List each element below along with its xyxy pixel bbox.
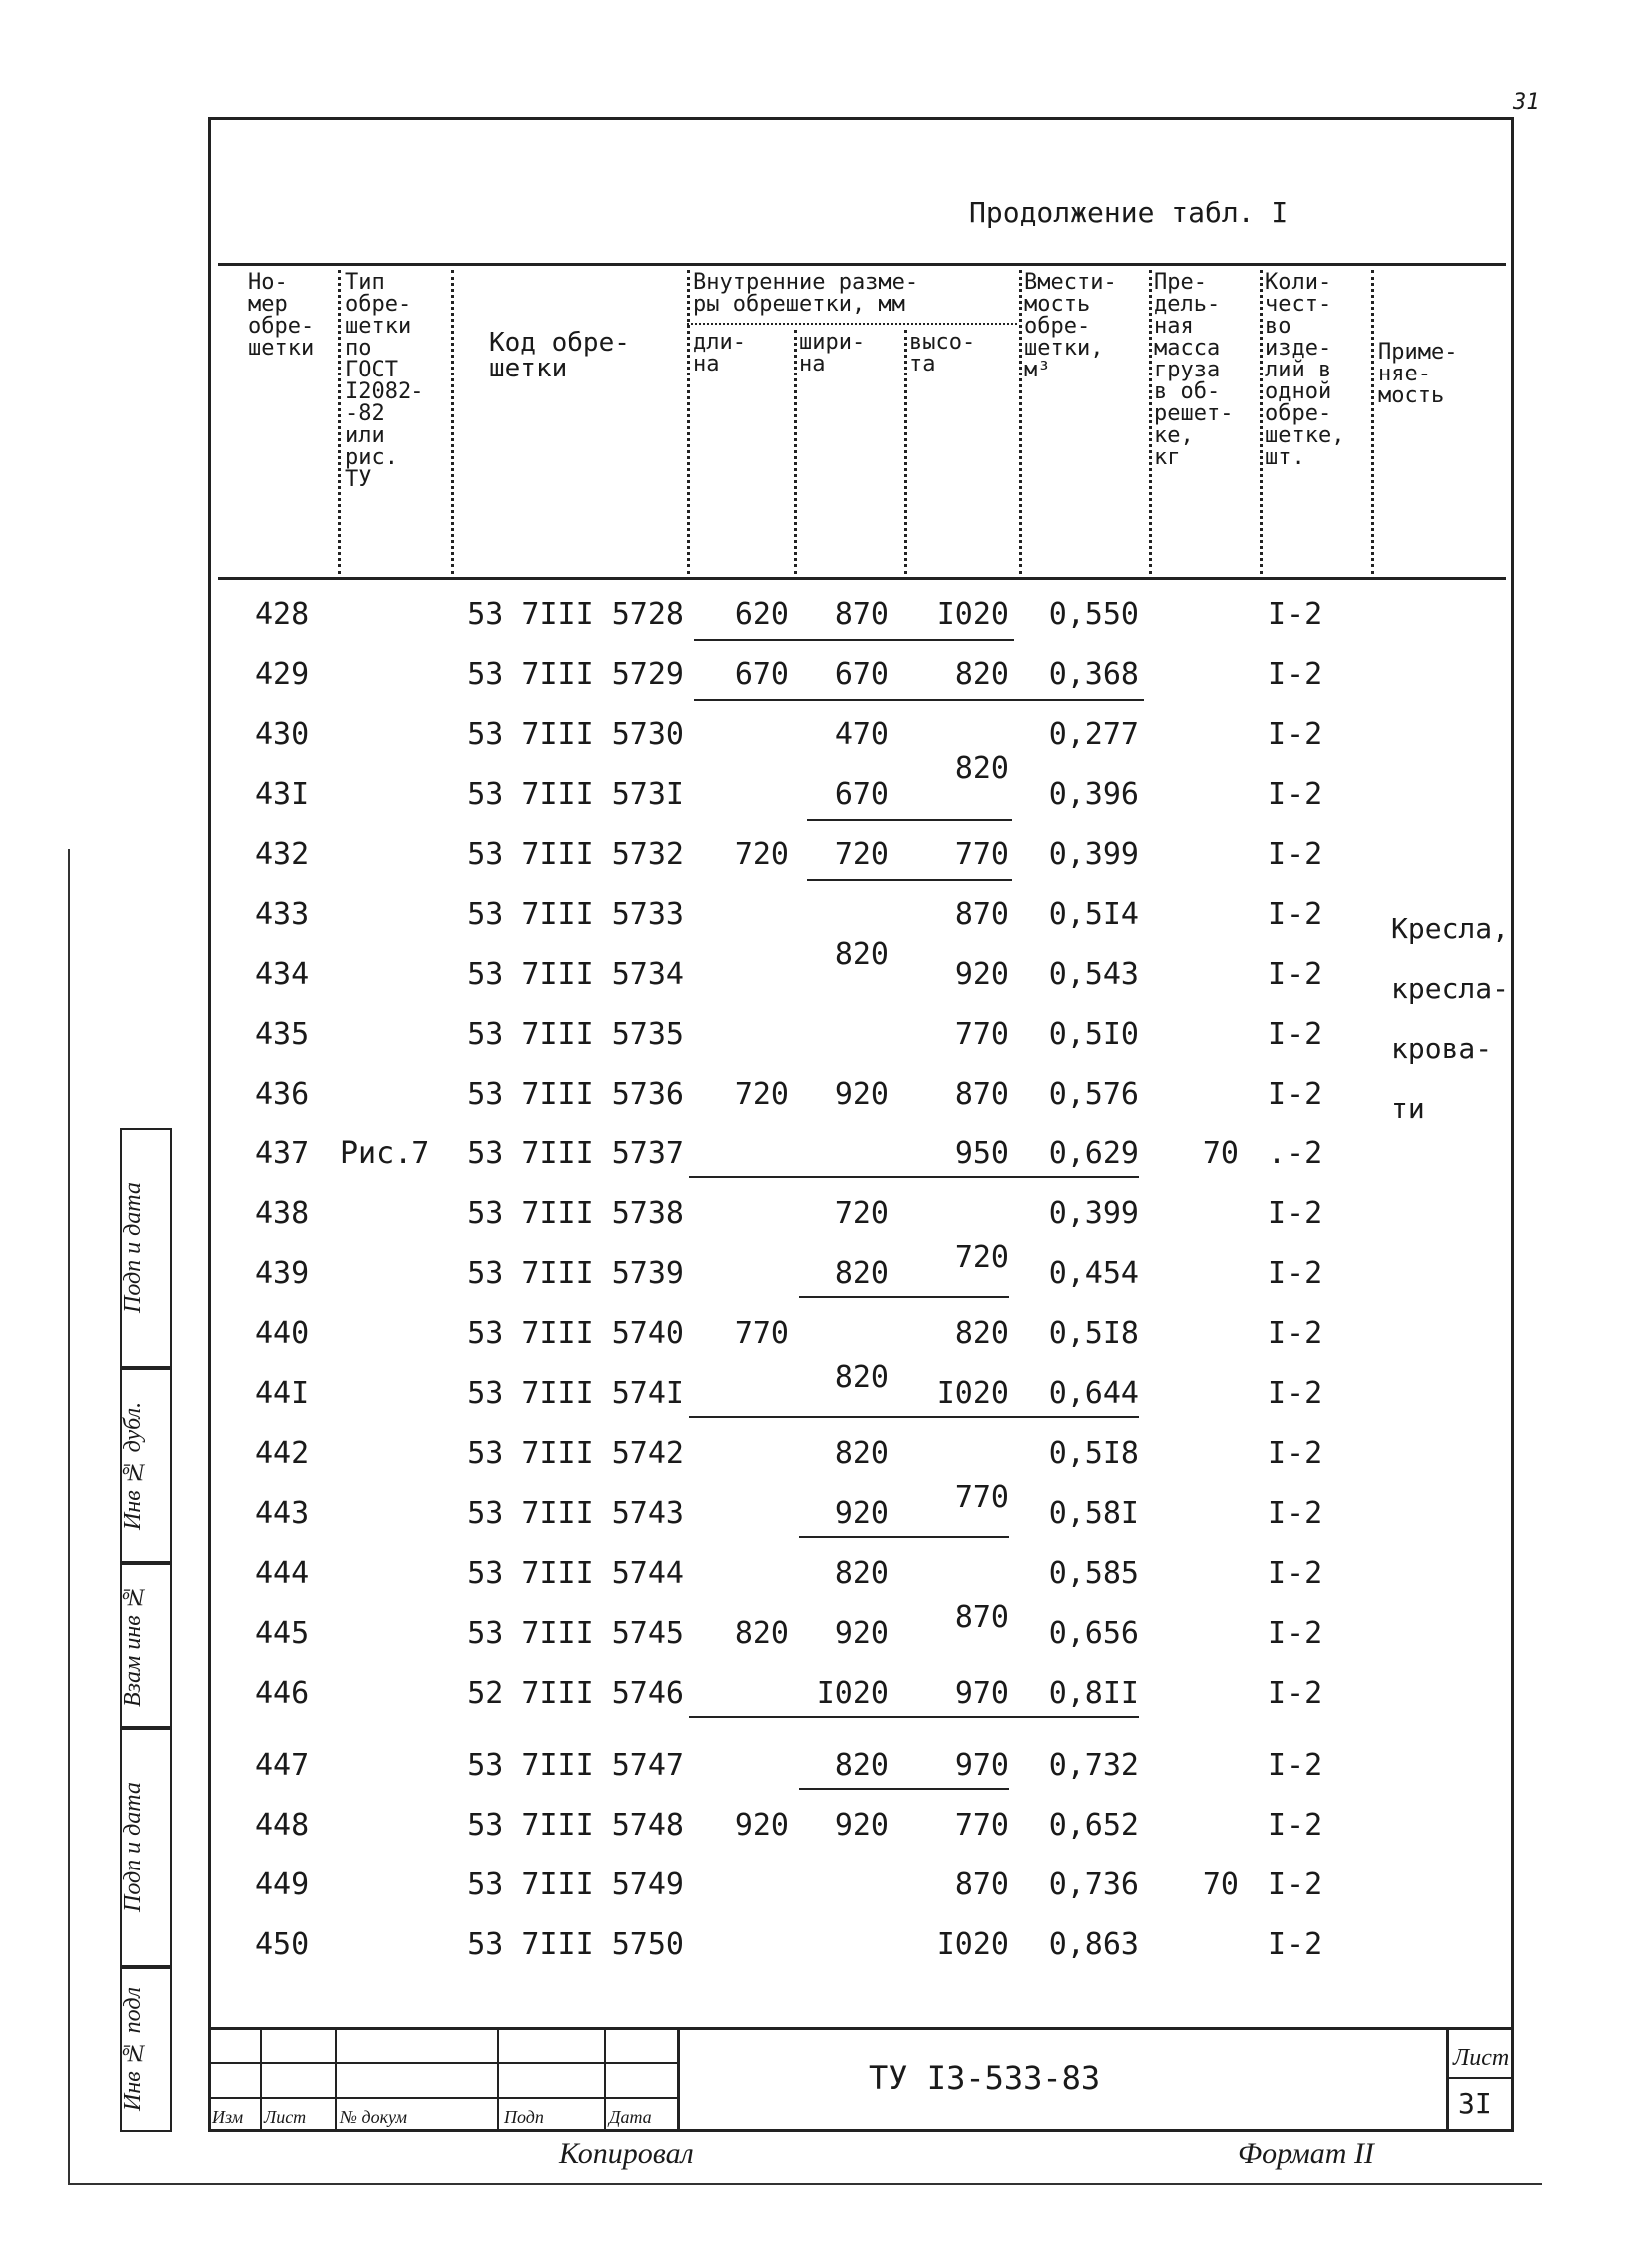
cell-width: I020 <box>816 1676 889 1711</box>
cell-width: 920 <box>834 1496 889 1531</box>
cell-code: 53 7III 5745 <box>467 1616 684 1651</box>
header-inner-dims: Внутренние разме- ры обрешетки, мм <box>693 270 919 317</box>
cell-quantity: I-2 <box>1268 1376 1323 1411</box>
row-rule <box>689 1416 1139 1418</box>
cell-capacity: 0,736 <box>1048 1868 1139 1902</box>
cell-height: 820 <box>954 657 1009 692</box>
cell-code: 53 7III 5749 <box>467 1868 684 1902</box>
cell-code: 53 7III 5747 <box>467 1748 684 1783</box>
table-caption: Продолжение табл. I <box>969 196 1289 229</box>
cell-capacity: 0,863 <box>1048 1927 1139 1962</box>
cell-code: 53 7III 5750 <box>467 1927 684 1962</box>
cell-capacity: 0,629 <box>1048 1136 1139 1171</box>
cell-number: 449 <box>255 1868 310 1902</box>
cell-code: 53 7III 5732 <box>467 837 684 872</box>
header-number: Но- мер обре- шетки <box>248 270 315 361</box>
cell-height: 770 <box>954 1017 1009 1052</box>
cell-width: 670 <box>834 777 889 812</box>
cell-code: 53 7III 5736 <box>467 1077 684 1112</box>
cell-code: 53 7III 5734 <box>467 957 684 992</box>
header-max-mass: Пре- дель- ная масса груза в об- решет- ке, кг <box>1154 270 1234 470</box>
footer-copied: Копировал <box>559 2137 694 2170</box>
cell-width: 470 <box>834 717 889 752</box>
cell-number: 440 <box>255 1316 310 1351</box>
cell-height: 820 <box>954 1316 1009 1351</box>
cell-capacity: 0,652 <box>1048 1808 1139 1843</box>
merged-width-440-441: 820 <box>834 1360 889 1395</box>
cell-code: 53 7III 5729 <box>467 657 684 692</box>
cell-quantity: I-2 <box>1268 777 1323 812</box>
cell-quantity: I-2 <box>1268 1077 1323 1112</box>
side-sign-date-1: Подп и дата <box>120 1182 146 1314</box>
title-block-sep <box>604 2027 606 2132</box>
cell-quantity: I-2 <box>1268 1017 1323 1052</box>
cell-width: 820 <box>834 1556 889 1591</box>
cell-number: 430 <box>255 717 310 752</box>
header-type: Тип обре- шетки по ГОСТ I2082- -82 или рис. ТУ <box>345 270 424 492</box>
title-block-sep <box>335 2027 337 2132</box>
cell-width: 720 <box>834 1196 889 1231</box>
title-block-sep <box>677 2027 680 2132</box>
cell-quantity: I-2 <box>1268 1748 1323 1783</box>
cell-code: 52 7III 5746 <box>467 1676 684 1711</box>
header-height: высо- та <box>909 330 976 376</box>
title-block-sep <box>497 2027 499 2132</box>
cell-code: 53 7III 5743 <box>467 1496 684 1531</box>
cell-height: 870 <box>954 897 1009 932</box>
cell-number: 428 <box>255 597 310 632</box>
header-sep <box>687 270 690 574</box>
cell-width: 820 <box>834 1436 889 1471</box>
cell-height: 950 <box>954 1136 1009 1171</box>
header-bottom-rule <box>218 577 1506 580</box>
applicability-line: кресла- <box>1391 972 1510 1005</box>
applicability-line: ти <box>1391 1092 1425 1124</box>
cell-capacity: 0,585 <box>1048 1556 1139 1591</box>
cell-quantity: I-2 <box>1268 897 1323 932</box>
cell-height: 970 <box>954 1676 1009 1711</box>
cell-quantity: I-2 <box>1268 1496 1323 1531</box>
row-rule <box>694 699 1144 701</box>
row-rule <box>799 1788 1009 1790</box>
cell-capacity: 0,368 <box>1048 657 1139 692</box>
row-rule <box>807 819 1012 821</box>
cell-code: 53 7III 5742 <box>467 1436 684 1471</box>
header-sep <box>338 270 341 574</box>
dims-subheader-rule <box>687 323 1017 325</box>
cell-capacity: 0,5I4 <box>1048 897 1139 932</box>
cell-height: 770 <box>954 837 1009 872</box>
cell-height: 770 <box>954 1808 1009 1843</box>
cell-width: 870 <box>834 597 889 632</box>
cell-quantity: I-2 <box>1268 1436 1323 1471</box>
cell-height: 920 <box>954 957 1009 992</box>
cell-length: 670 <box>734 657 789 692</box>
title-block-rule <box>208 2097 677 2099</box>
cell-number: 434 <box>255 957 310 992</box>
cell-capacity: 0,8II <box>1048 1676 1139 1711</box>
cell-capacity: 0,732 <box>1048 1748 1139 1783</box>
outer-border-left <box>68 849 70 2183</box>
cell-code: 53 7III 5728 <box>467 597 684 632</box>
merged-height-438-439: 720 <box>954 1240 1009 1275</box>
cell-height: I020 <box>936 597 1009 632</box>
cell-quantity: I-2 <box>1268 1316 1323 1351</box>
cell-code: 53 7III 573I <box>467 777 684 812</box>
cell-number: 442 <box>255 1436 310 1471</box>
header-applicability: Приме- няе- мость <box>1378 340 1458 408</box>
header-sep <box>1260 270 1263 574</box>
cell-number: 444 <box>255 1556 310 1591</box>
title-block-sep <box>1446 2027 1449 2132</box>
title-block-rule <box>1446 2077 1514 2079</box>
cell-code: 53 7III 5739 <box>467 1256 684 1291</box>
row-rule <box>694 639 1014 641</box>
cell-number: 43I <box>255 777 310 812</box>
merged-height-430-431: 820 <box>954 751 1009 786</box>
row-rule <box>689 1716 1139 1718</box>
cell-capacity: 0,656 <box>1048 1616 1139 1651</box>
cell-capacity: 0,399 <box>1048 837 1139 872</box>
cell-capacity: 0,58I <box>1048 1496 1139 1531</box>
merged-height-444-445: 870 <box>954 1600 1009 1635</box>
cell-number: 445 <box>255 1616 310 1651</box>
cell-height: 870 <box>954 1868 1009 1902</box>
cell-code: 53 7III 5735 <box>467 1017 684 1052</box>
cell-capacity: 0,5I8 <box>1048 1316 1139 1351</box>
cell-length: 720 <box>734 837 789 872</box>
applicability-line: крова- <box>1391 1032 1493 1065</box>
cell-number: 438 <box>255 1196 310 1231</box>
cell-width: 820 <box>834 1748 889 1783</box>
cell-number: 432 <box>255 837 310 872</box>
cell-quantity: I-2 <box>1268 1556 1323 1591</box>
title-block-rule <box>208 2062 677 2064</box>
cell-code: 53 7III 5730 <box>467 717 684 752</box>
header-top-rule <box>218 263 1506 266</box>
side-sign-date-2: Подп и дата <box>120 1782 146 1913</box>
row-rule <box>689 1176 1139 1178</box>
cell-quantity: I-2 <box>1268 1676 1323 1711</box>
cell-length: 820 <box>734 1616 789 1651</box>
cell-quantity: I-2 <box>1268 597 1323 632</box>
tb-col-change: Изм <box>212 2107 244 2127</box>
cell-quantity: .-2 <box>1268 1136 1323 1171</box>
outer-border-bottom <box>68 2183 1542 2185</box>
cell-capacity: 0,399 <box>1048 1196 1139 1231</box>
cell-max-mass: 70 <box>1202 1868 1239 1902</box>
cell-quantity: I-2 <box>1268 957 1323 992</box>
header-sep <box>1371 270 1374 574</box>
header-capacity: Вмести- мость обре- шетки, м³ <box>1024 270 1117 382</box>
cell-number: 447 <box>255 1748 310 1783</box>
page-number-top: 31 <box>1513 90 1540 115</box>
cell-width: 920 <box>834 1077 889 1112</box>
cell-number: 439 <box>255 1256 310 1291</box>
cell-width: 920 <box>834 1808 889 1843</box>
cell-code: 53 7III 5737 <box>467 1136 684 1171</box>
cell-quantity: I-2 <box>1268 1616 1323 1651</box>
row-rule <box>807 879 1012 881</box>
cell-capacity: 0,576 <box>1048 1077 1139 1112</box>
merged-height-442-443: 770 <box>954 1480 1009 1515</box>
cell-number: 435 <box>255 1017 310 1052</box>
cell-length: 920 <box>734 1808 789 1843</box>
cell-capacity: 0,454 <box>1048 1256 1139 1291</box>
cell-capacity: 0,277 <box>1048 717 1139 752</box>
cell-height: I020 <box>936 1927 1009 1962</box>
footer-format: Формат II <box>1239 2137 1374 2170</box>
side-mutual-inv: Взам инв № <box>120 1583 146 1708</box>
cell-quantity: I-2 <box>1268 717 1323 752</box>
cell-height: 870 <box>954 1077 1009 1112</box>
cell-code: 53 7III 5744 <box>467 1556 684 1591</box>
cell-quantity: I-2 <box>1268 1868 1323 1902</box>
tb-col-sheet: Лист <box>264 2107 307 2127</box>
header-sep <box>794 330 797 574</box>
cell-capacity: 0,5I0 <box>1048 1017 1139 1052</box>
tb-col-sign: Подп <box>504 2107 544 2127</box>
cell-width: 920 <box>834 1616 889 1651</box>
cell-length: 770 <box>734 1316 789 1351</box>
cell-quantity: I-2 <box>1268 657 1323 692</box>
header-sep <box>1019 270 1022 574</box>
header-length: дли- на <box>693 330 746 376</box>
cell-width: 670 <box>834 657 889 692</box>
cell-capacity: 0,550 <box>1048 597 1139 632</box>
cell-quantity: I-2 <box>1268 1808 1323 1843</box>
cell-number: 436 <box>255 1077 310 1112</box>
tb-col-doc: № докум <box>340 2107 408 2127</box>
cell-width: 720 <box>834 837 889 872</box>
cell-capacity: 0,543 <box>1048 957 1139 992</box>
cell-number: 450 <box>255 1927 310 1962</box>
sheet-number: 3I <box>1458 2087 1492 2120</box>
header-sep <box>1149 270 1152 574</box>
title-block-sep <box>260 2027 262 2132</box>
side-orig-inv: Инв № подл <box>120 1987 146 2112</box>
cell-number: 448 <box>255 1808 310 1843</box>
header-width: шири- на <box>799 330 866 376</box>
header-quantity: Коли- чест- во изде- лий в одной обре- шетке, шт. <box>1265 270 1345 470</box>
cell-capacity: 0,396 <box>1048 777 1139 812</box>
header-code: Код обре- шетки <box>489 328 630 383</box>
cell-number: 433 <box>255 897 310 932</box>
applicability-note <box>1391 899 1509 1138</box>
cell-height: I020 <box>936 1376 1009 1411</box>
row-rule <box>799 1296 1009 1298</box>
cell-length: 620 <box>734 597 789 632</box>
cell-code: 53 7III 5733 <box>467 897 684 932</box>
side-dup-inv: Инв № дубл. <box>120 1401 146 1530</box>
cell-number: 446 <box>255 1676 310 1711</box>
cell-type: Рис.7 <box>340 1136 430 1171</box>
cell-code: 53 7III 574I <box>467 1376 684 1411</box>
tb-col-date: Дата <box>609 2107 652 2127</box>
cell-number: 443 <box>255 1496 310 1531</box>
cell-capacity: 0,644 <box>1048 1376 1139 1411</box>
cell-number: 44I <box>255 1376 310 1411</box>
cell-quantity: I-2 <box>1268 1196 1323 1231</box>
cell-capacity: 0,5I8 <box>1048 1436 1139 1471</box>
cell-number: 437 <box>255 1136 310 1171</box>
applicability-line: Кресла, <box>1391 912 1510 945</box>
header-sep <box>904 330 907 574</box>
cell-code: 53 7III 5748 <box>467 1808 684 1843</box>
title-block-top-rule <box>208 2027 1514 2030</box>
cell-quantity: I-2 <box>1268 1256 1323 1291</box>
cell-length: 720 <box>734 1077 789 1112</box>
header-sep <box>451 270 454 574</box>
cell-width: 820 <box>834 1256 889 1291</box>
row-rule <box>799 1536 1009 1538</box>
cell-quantity: I-2 <box>1268 837 1323 872</box>
cell-quantity: I-2 <box>1268 1927 1323 1962</box>
cell-code: 53 7III 5740 <box>467 1316 684 1351</box>
cell-max-mass: 70 <box>1202 1136 1239 1171</box>
cell-code: 53 7III 5738 <box>467 1196 684 1231</box>
sheet-label: Лист <box>1453 2045 1510 2071</box>
merged-width-433-434: 820 <box>834 937 889 972</box>
cell-height: 970 <box>954 1748 1009 1783</box>
cell-number: 429 <box>255 657 310 692</box>
doc-code: ТУ I3-533-83 <box>869 2059 1101 2097</box>
